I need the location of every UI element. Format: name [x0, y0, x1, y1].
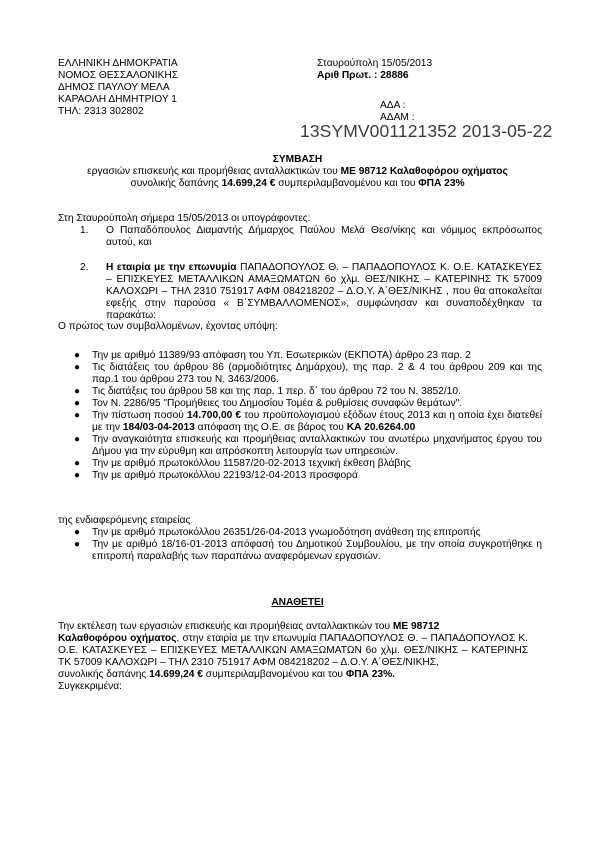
party-item [80, 262, 542, 322]
interested-company-line: της ενδιαφερόμενης εταιρείας [58, 515, 191, 526]
consideration-text: Την πίστωση ποσού [92, 410, 187, 422]
party-number: 2. [80, 262, 89, 274]
issuer-line: ΔΗΜΟΣ ΠΑΥΛΟΥ ΜΕΛΑ [58, 82, 170, 93]
consideration-text: Την με αριθμό 18/16-01-2013 απόφασή του Δημοτικού Συμβουλίου, με την οποία συγκροτήθηκε η επιτροπή παραλαβής των παραπάνω αναφερόμενων εργασιών. [92, 539, 542, 563]
consideration-item [72, 527, 542, 539]
title-subject [0, 166, 595, 178]
consideration-text: Τον Ν. 2286/95 "Προμήθειες του Δημοσίου Τομέα & ρυθμίσεις συναφών θεμάτων". [92, 398, 463, 410]
bullet-icon: ● [74, 527, 81, 538]
document-title: ΣΥΜΒΑΣΗ [272, 154, 323, 165]
issuer-line: ΚΑΡΑΟΛΗ ΔΗΜΗΤΡΙΟΥ 1 [58, 94, 177, 105]
vehicle-type: Καλαθοφόρου οχήματος [58, 633, 177, 645]
registry-stamp: 13SYMV001121352 2013-05-22 [300, 121, 553, 141]
consideration-item [72, 410, 542, 434]
consideration-item [72, 398, 542, 410]
assignment-text [58, 621, 528, 669]
ada-label: ΑΔΑ : [380, 100, 406, 111]
considering-line: Ο πρώτος των συμβαλλομένων, έχοντας υπόψη: [58, 321, 278, 332]
consideration-item [72, 539, 542, 563]
intro-line: Στη Σταυρούπολη σήμερα 15/05/2013 οι υπογράφοντες: [58, 213, 311, 224]
consideration-bold-text: 184/03-04-2013 [122, 422, 195, 434]
bullet-icon: ● [74, 350, 81, 361]
bullet-icon: ● [74, 458, 81, 470]
issuer-block [58, 58, 178, 118]
vat-rate: ΦΠΑ 23%. [345, 669, 395, 681]
consideration-text: απόφαση της Ο.Ε. σε βάρος του [194, 422, 347, 434]
consideration-bold-text: ΚΑ 20.6264.00 [346, 422, 416, 434]
consideration-item [72, 434, 542, 458]
consideration-text: Την αναγκαιότητα επισκευής και προμήθειας ανταλλακτικών του ανωτέρω μηχανήματος έργου του Δήμου για την εύρυθμη και απρόσκοπτη λειτουργία των υπηρεσιών. [92, 434, 542, 458]
consideration-item [72, 350, 542, 362]
party-text: Ο Παπαδόπουλος Διαμαντής Δήμαρχος Παύλου Μελά Θεσ/νίκης και νόμιμος εκπρόσωπος αυτού, και [106, 225, 542, 249]
consideration-text: Την με αριθμό πρωτοκόλλου 26351/26-04-2013 γνωμοδότηση ανάθεση της επιτροπής [92, 527, 481, 538]
party-company-label: Η εταιρία με την επωνυμία [106, 262, 237, 274]
bullet-icon: ● [74, 470, 81, 482]
vat-rate: ΦΠΑ 23% [418, 178, 465, 189]
considerations-list-2 [72, 527, 542, 563]
assignment-text-part: , στην εταιρία με την επωνυμία ΠΑΠΑΔΟΠΟΥΛΟΣ Θ. – ΠΑΠΑΔΟΠΟΥΛΟΣ Κ. Ο.Ε. ΚΑΤΑΣΚΕΥΕΣ – ΕΠΙΣΚΕΥΕΣ ΜΕΤΑΛΛΙΚΩΝ ΑΜΑΞΩΜΑΤΩΝ 6ο χλμ. ΘΕΣ/ΝΙΚΗΣ – ΚΑΤΕΡΙΝΗΣ ΤΚ 57009 ΚΑΛΟΧΩΡΙ – ΤΗΛ 2310 751917 ΑΦΜ 084218202 – Δ.Ο.Υ. Α΄ΘΕΣ/ΝΙΚΗΣ, [58, 633, 529, 669]
party-item [80, 225, 542, 249]
consideration-text: Την με αριθμό 11389/93 απόφαση του Υπ. Εσωτερικών (ΕΚΠΟΤΑ) άρθρο 23 παρ. 2 [92, 350, 471, 361]
bullet-icon: ● [74, 434, 81, 446]
consideration-item [72, 386, 542, 398]
bullet-icon: ● [74, 386, 81, 398]
assignment-paragraph [58, 621, 528, 693]
document-date: Σταυρούπολη 15/05/2013 [317, 58, 433, 69]
adam-label: ΑΔΑΜ : [380, 112, 415, 123]
title-cost-text: συνολικής δαπάνης [130, 178, 222, 189]
title-cost-text: συμπεριλαμβανομένου και του [275, 178, 419, 189]
consideration-text: Τις διατάξεις του άρθρου 58 και της παρ. 1 περ. δ΄ του άρθρου 72 του Ν. 3852/10. [92, 386, 461, 398]
consideration-item [72, 362, 542, 386]
title-cost [0, 178, 595, 190]
bullet-icon: ● [74, 362, 81, 374]
vehicle-id: ΜΕ 98712 [392, 621, 440, 632]
specifically-line: Συγκεκριμένα: [58, 681, 122, 693]
issuer-line: ΤΗΛ: 2313 302802 [58, 106, 144, 117]
consideration-text: Τις διατάξεις του άρθρου 86 (αρμοδιότητες Δημάρχου), της παρ. 2 & 4 του άρθρου 209 και της παρ.1 του άρθρου 273 του Ν. 3463/2006. [92, 362, 542, 386]
party-text: ΠΑΠΑΔΟΠΟΥΛΟΣ Θ. – ΠΑΠΑΔΟΠΟΥΛΟΣ Κ. Ο.Ε. ΚΑΤΑΣΚΕΥΕΣ – ΕΠΙΣΚΕΥΕΣ ΜΕΤΑΛΛΙΚΩΝ ΑΜΑΞΩΜΑΤΩΝ 6ο χλμ. ΘΕΣ/ΝΙΚΗΣ – ΚΑΤΕΡΙΝΗΣ ΤΚ 57009 ΚΑΛΟΧΩΡΙ – ΤΗΛ 2310 751917 ΑΦΜ 084218202 – Δ.Ο.Υ. Α΄ΘΕΣ/ΝΙΚΗΣ , που θα αποκαλείται εφεξής στην παρούσα « Β΄ΣΥΜΒΑΛΛΟΜΕΝΟΣ», συμφώνησαν και συναποδέχθηκαν τα παρακάτω: [106, 262, 542, 322]
assigns-heading: ΑΝΑΘΕΤΕΙ [271, 597, 324, 608]
bullet-icon: ● [74, 410, 81, 422]
consideration-item [72, 458, 542, 470]
issuer-line: ΝΟΜΟΣ ΘΕΣΣΑΛΟΝΙΚΗΣ [58, 70, 179, 81]
party-number: 1. [80, 225, 89, 236]
consideration-text: Την με αριθμό πρωτοκόλλου 11587/20-02-2013 τεχνική έκθεση βλάβης [92, 458, 411, 470]
vehicle-id: ΜΕ 98712 Καλαθοφόρου οχήματος [340, 166, 508, 177]
issuer-line: ΕΛΛΗΝΙΚΗ ΔΗΜΟΚΡΑΤΙΑ [58, 58, 178, 69]
consideration-text: Την με αριθμό πρωτοκόλλου 22193/12-04-2013 προσφορά [92, 470, 358, 482]
considerations-list [72, 350, 542, 482]
total-amount: 14.699,24 € [149, 669, 203, 681]
consideration-text: του προϋπολογισμού εξόδων έτους 2013 και η οποία έχει διατεθεί με την [92, 410, 542, 434]
bullet-icon: ● [74, 398, 81, 410]
consideration-item [72, 470, 542, 482]
bullet-icon: ● [74, 539, 81, 551]
assignment-text-part: Την εκτέλεση των εργασιών επισκευής και προμήθειας ανταλλακτικών του [58, 621, 393, 632]
assignment-cost [58, 669, 528, 681]
cost-text: συμπεριλαμβανομένου και του [202, 669, 346, 681]
parties-list [80, 225, 542, 322]
total-amount: 14.699,24 € [221, 178, 276, 189]
protocol-number: Αριθ Πρωτ. : 28886 [317, 70, 409, 81]
title-subject-text: εργασιών επισκευής και προμήθειας ανταλλακτικών του [87, 166, 341, 177]
consideration-bold-text: 14.700,00 € [186, 410, 242, 422]
cost-text: συνολικής δαπάνης [58, 669, 150, 681]
